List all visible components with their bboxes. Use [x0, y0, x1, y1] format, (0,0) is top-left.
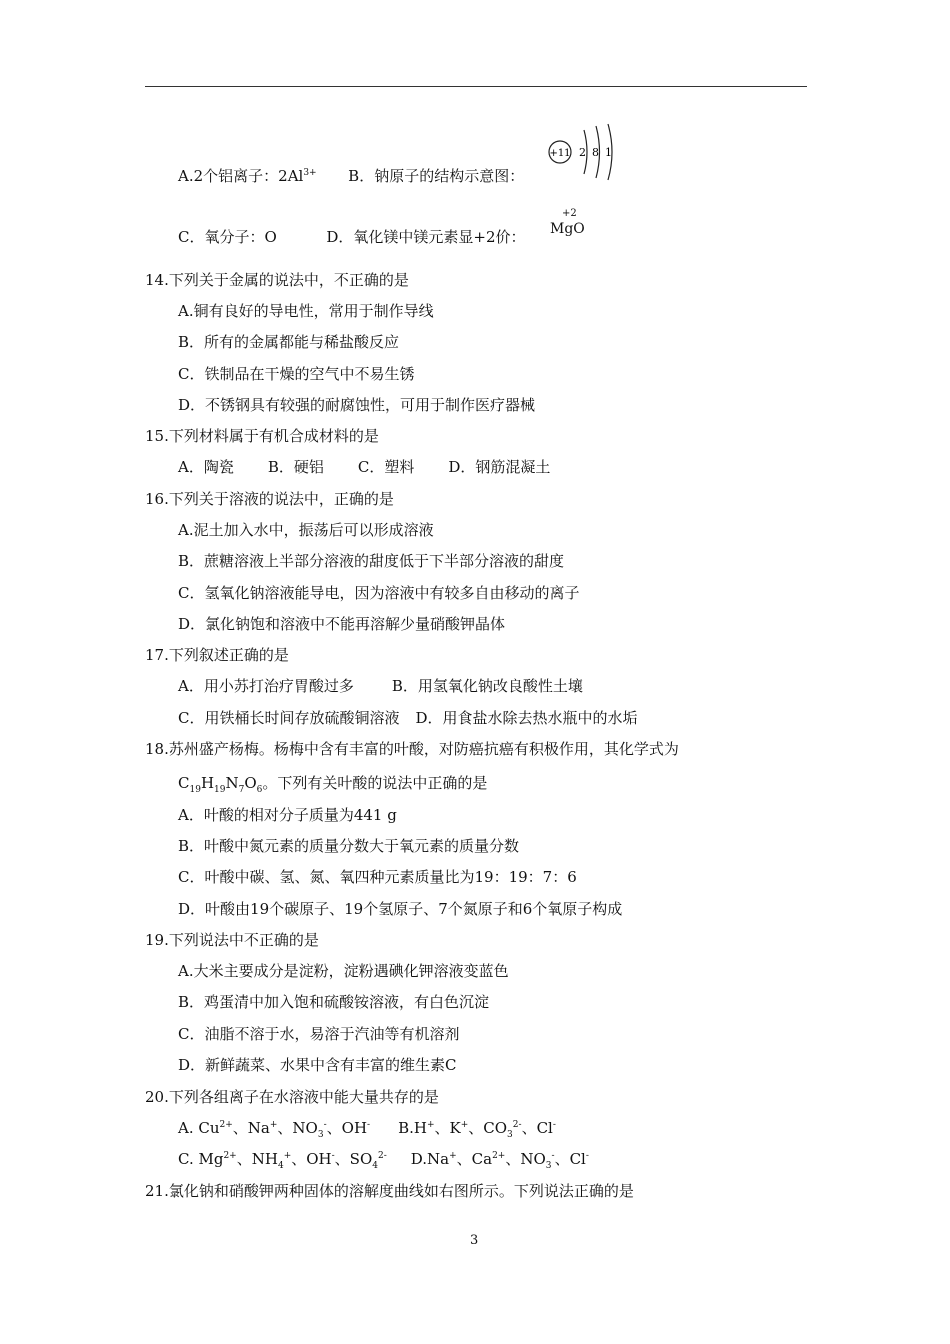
question-21-stem: 21.氯化钠和硝酸钾两种固体的溶解度曲线如右图所示。下列说法正确的是	[145, 1182, 634, 1200]
question-14-option-a: A.铜有良好的导电性，常用于制作导线	[178, 302, 434, 320]
question-19-option-a: A.大米主要成分是淀粉，淀粉遇碘化钾溶液变蓝色	[178, 962, 509, 980]
question-17-option-a: A．用小苏打治疗胃酸过多	[178, 677, 354, 695]
question-15-option-b: B．硬铝	[267, 458, 324, 476]
question-19-option-d: D．新鲜蔬菜、水果中含有丰富的维生素C	[178, 1056, 457, 1074]
option-13c: C．氧分子：O D．氧化镁中镁元素显+2价：	[178, 228, 526, 246]
question-15-option-d: D．钢筋混凝土	[448, 458, 551, 476]
question-17-option-d: D．用食盐水除去热水瓶中的水垢	[415, 709, 638, 727]
question-15-option-a: A．陶瓷	[178, 458, 234, 476]
question-20-options-cd	[178, 1149, 589, 1169]
question-20-option-c: C. $Mg^{2+}$、$NH_4^+$、OH-、$SO_4^{2-}$	[178, 1150, 387, 1171]
question-18-stem: 18.苏州盛产杨梅。杨梅中含有丰富的叶酸，对防癌抗癌有积极作用，其化学式为	[145, 740, 679, 758]
question-20-stem: 20.下列各组离子在水溶液中能大量共存的是	[145, 1088, 439, 1106]
question-19-option-c: C．油脂不溶于水，易溶于汽油等有机溶剂	[178, 1025, 460, 1043]
valence-mark: +2	[562, 208, 577, 219]
question-17-options-ab	[178, 676, 583, 696]
question-15-options	[178, 457, 550, 477]
atom-shell-3: 1	[605, 146, 612, 159]
question-14-option-d: D．不锈钢具有较强的耐腐蚀性，可用于制作医疗器械	[178, 396, 536, 414]
header-rule	[145, 86, 807, 87]
question-16-option-d: D．氯化钠饱和溶液中不能再溶解少量硝酸钾晶体	[178, 615, 506, 633]
question-20-options-ab	[178, 1118, 556, 1138]
valence-formula: MgO	[550, 221, 585, 237]
question-18-option-b: B．叶酸中氮元素的质量分数大于氧元素的质量分数	[178, 837, 520, 855]
question-17-stem: 17.下列叙述正确的是	[145, 646, 289, 664]
option-13b: B．钠原子的结构示意图：	[348, 167, 525, 185]
question-17-options-cd	[178, 708, 638, 728]
question-19-stem: 19.下列说法中不正确的是	[145, 931, 319, 949]
question-16-option-a: A.泥土加入水中，振荡后可以形成溶液	[178, 521, 434, 539]
valence-notation	[550, 208, 592, 240]
question-15-option-c: C．塑料	[357, 458, 415, 476]
question-18-option-d: D．叶酸由19个碳原子、19个氢原子、7个氮原子和6个氧原子构成	[178, 900, 623, 918]
question-15-stem: 15.下列材料属于有机合成材料的是	[145, 427, 379, 445]
question-16-stem: 16.下列关于溶液的说法中，正确的是	[145, 490, 394, 508]
question-14-option-c: C．铁制品在干燥的空气中不易生锈	[178, 365, 415, 383]
folic-acid-formula: $C_{19}H_{19}N_7O_6$	[178, 774, 263, 795]
question-16-option-c: C．氢氧化钠溶液能导电，因为溶液中有较多自由移动的离子	[178, 584, 580, 602]
atom-shell-2: 8	[592, 146, 599, 159]
question-16-option-b: B．蔗糖溶液上半部分溶液的甜度低于下半部分溶液的甜度	[178, 552, 565, 570]
option-13d: D．氧化镁中镁元素显+2价：	[326, 228, 526, 246]
atom-shell-1: 2	[579, 146, 586, 159]
question-20-option-b: B.H+、K+、$CO_3^{2-}$、Cl-	[398, 1119, 556, 1140]
question-18-option-c: C．叶酸中碳、氢、氮、氧四种元素质量比为19：19：7：6	[178, 868, 577, 886]
question-18-stem-continued: $C_{19}H_{19}N_7O_6$。下列有关叶酸的说法中正确的是	[178, 774, 488, 795]
question-19-option-b: B．鸡蛋清中加入饱和硫酸铵溶液，有白色沉淀	[178, 993, 490, 1011]
option-13a: A.2个铝离子：$2Al^{3+}$ B．钠原子的结构示意图：	[178, 167, 525, 185]
question-14-stem: 14.下列关于金属的说法中，不正确的是	[145, 271, 409, 289]
question-17-option-c: C．用铁桶长时间存放硫酸铜溶液	[178, 709, 400, 727]
page-number: 3	[470, 1233, 479, 1248]
question-20-option-d: D.Na+、$Ca^{2+}$、$NO_3^-$、Cl-	[410, 1150, 589, 1171]
sodium-atom-diagram	[546, 122, 622, 184]
question-18-option-a: A．叶酸的相对分子质量为441 g	[178, 806, 397, 824]
question-14-option-b: B．所有的金属都能与稀盐酸反应	[178, 333, 400, 351]
question-17-option-b: B．用氢氧化钠改良酸性土壤	[391, 677, 583, 695]
atom-nucleus-label: +11	[549, 148, 571, 159]
question-20-option-a: A. $Cu^{2+}$、Na+、$NO_3^-$、OH-	[178, 1119, 371, 1140]
